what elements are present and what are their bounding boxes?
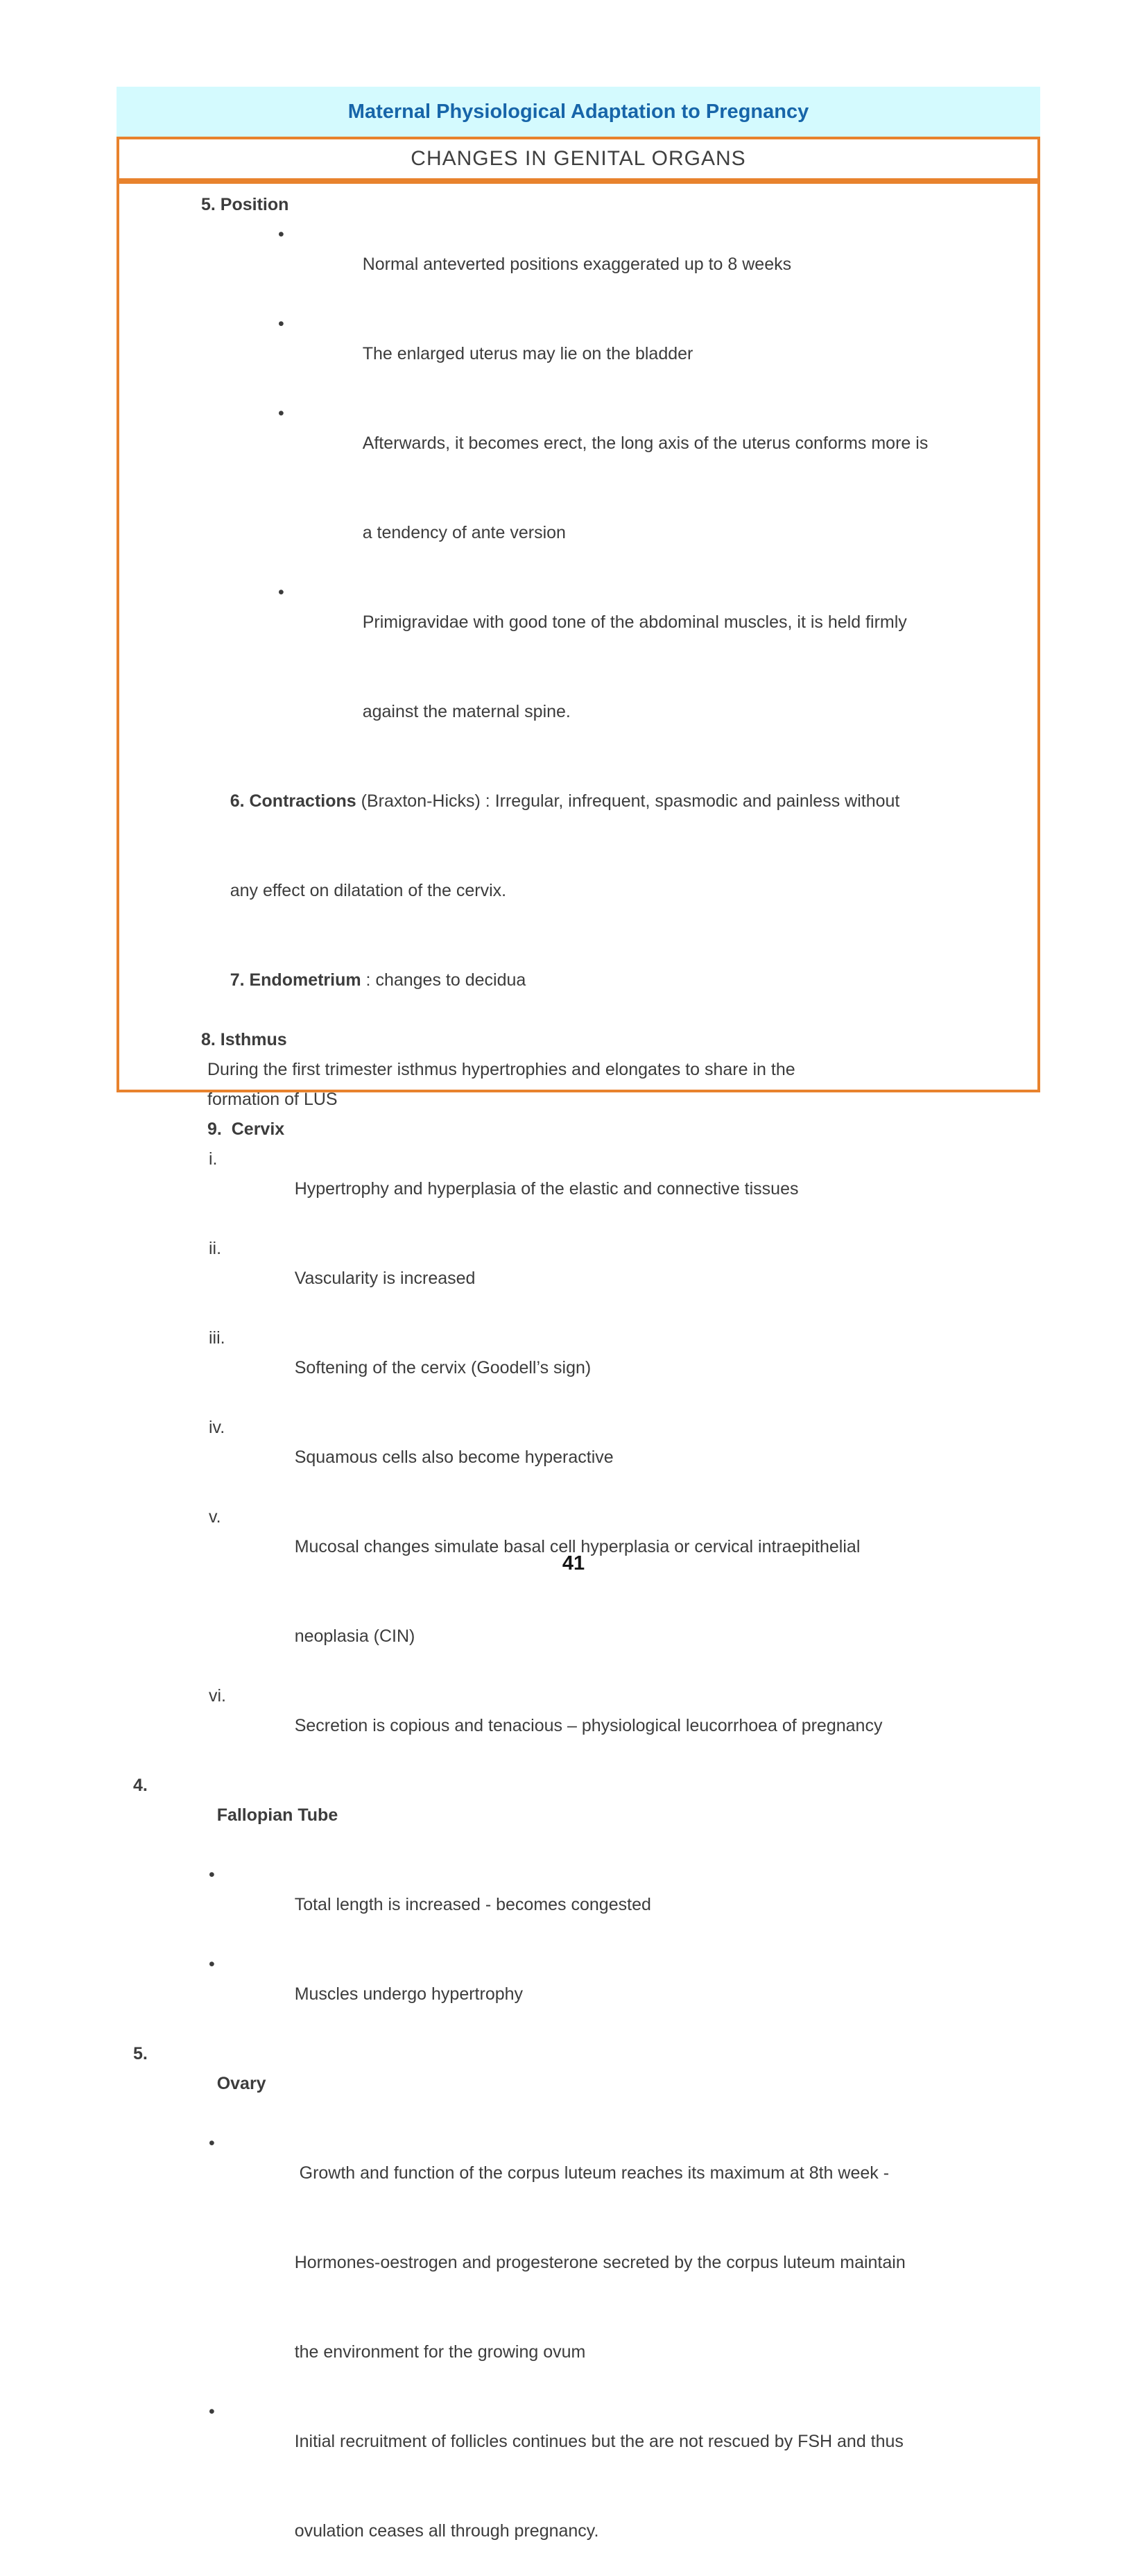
heading-ovary [119, 2039, 1037, 2129]
bullet-item [119, 1950, 1037, 2039]
bullet-text: ovulation ceases all through pregnancy. [294, 2521, 599, 2541]
bullet-icon: • [209, 2402, 215, 2421]
list-text: Mucosal changes simulate basal cell hyperplasia or cervical intraepithelial [294, 1537, 861, 1556]
bullet-item-continuation [119, 488, 1037, 578]
heading-position: 5. Position [201, 195, 289, 214]
roman-numeral: iv. [209, 1418, 225, 1437]
bullet-text: Initial recruitment of follicles continues but the are not rescued by FSH and thus [294, 2432, 904, 2451]
paragraph-contractions-continuation [201, 846, 1037, 936]
page-number: 41 [562, 1552, 585, 1574]
list-text: Softening of the cervix (Goodell’s sign) [294, 1358, 592, 1377]
bullet-text: the environment for the growing ovum [294, 2342, 586, 2362]
roman-numeral: iii. [209, 1328, 225, 1348]
bullet-text: a tendency of ante version [362, 523, 566, 542]
bullet-item [119, 1860, 1037, 1950]
roman-numeral: ii. [209, 1239, 222, 1258]
bullet-text: against the maternal spine. [362, 702, 571, 721]
banner-title: Maternal Physiological Adaptation to Pregnancy [347, 100, 809, 123]
list-text: Vascularity is increased [294, 1269, 476, 1288]
roman-list-item [119, 1413, 1037, 1502]
bullet-item [119, 2397, 1037, 2487]
bullet-item [119, 578, 1037, 667]
bullet-text: Afterwards, it becomes erect, the long axis of the uterus conforms more is [362, 433, 929, 453]
bullet-text: Muscles undergo hypertrophy [294, 1984, 524, 2004]
section-header-box [117, 137, 1040, 181]
bullet-text: Normal anteverted positions exaggerated up to 8 weeks [362, 255, 792, 274]
paragraph-endometrium [201, 936, 1037, 1025]
outline-number: 5. [133, 2044, 148, 2063]
bullet-text: Total length is increased - becomes congested [294, 1895, 651, 1914]
bullet-text: Hormones-oestrogen and progesterone secreted by the corpus luteum maintain [294, 2253, 906, 2272]
list-text: Secretion is copious and tenacious – physiological leucorrhoea of pregnancy [294, 1716, 883, 1735]
bullet-icon: • [209, 2133, 215, 2153]
list-text: Hypertrophy and hyperplasia of the elastic and connective tissues [294, 1179, 799, 1199]
heading-isthmus: 8. Isthmus [201, 1030, 287, 1049]
bullet-text: The enlarged uterus may lie on the bladder [362, 344, 693, 363]
heading-fallopian-tube [119, 1771, 1037, 1860]
paragraph-label: 7. Endometrium [230, 970, 361, 990]
section-title: CHANGES IN GENITAL ORGANS [411, 147, 746, 170]
bullet-text: Growth and function of the corpus luteum reaches its maximum at 8th week - [294, 2163, 890, 2183]
heading-label: Fallopian Tube [216, 1805, 338, 1825]
bullet-icon: • [209, 1865, 215, 1884]
bullet-icon: • [209, 1955, 215, 1974]
paragraph-contractions [201, 757, 1037, 846]
roman-list-item [119, 1681, 1037, 1771]
paragraph-isthmus: During the first trimester isthmus hypertrophies and elongates to share in the [207, 1060, 795, 1079]
bullet-text: Primigravidae with good tone of the abdominal muscles, it is held firmly [362, 612, 907, 632]
paragraph-text: : changes to decidua [361, 970, 526, 990]
bullet-item [119, 2129, 1037, 2218]
heading-cervix: 9. Cervix [207, 1119, 285, 1139]
roman-list-item-continuation [119, 1592, 1037, 1681]
bullet-icon: • [278, 314, 284, 334]
page-banner [117, 87, 1040, 137]
bullet-item-continuation [119, 2487, 1037, 2576]
bullet-item-continuation [119, 2218, 1037, 2308]
outline-number: 4. [133, 1776, 148, 1795]
roman-numeral: v. [209, 1507, 221, 1527]
roman-list-item [119, 1502, 1037, 1592]
bullet-icon: • [278, 583, 284, 602]
heading-label: Ovary [216, 2074, 266, 2093]
paragraph-text: any effect on dilatation of the cervix. [230, 881, 507, 900]
bullet-item-continuation [119, 2308, 1037, 2397]
paragraph-isthmus-continuation: formation of LUS [207, 1090, 338, 1109]
roman-list-item [119, 1323, 1037, 1413]
paragraph-text: (Braxton-Hicks) : Irregular, infrequent, spasmodic and painless without [356, 791, 900, 811]
bullet-item-continuation [119, 667, 1037, 757]
roman-list-item [119, 1234, 1037, 1323]
bullet-icon: • [278, 404, 284, 423]
bullet-icon: • [278, 225, 284, 244]
roman-numeral: vi. [209, 1686, 226, 1706]
bullet-item [119, 220, 1037, 309]
list-text: Squamous cells also become hyperactive [294, 1448, 614, 1467]
roman-list-item [119, 1144, 1037, 1234]
bullet-item [119, 309, 1037, 399]
bullet-item [119, 399, 1037, 488]
roman-numeral: i. [209, 1149, 218, 1169]
list-text: neoplasia (CIN) [294, 1626, 415, 1646]
paragraph-label: 6. Contractions [230, 791, 356, 811]
